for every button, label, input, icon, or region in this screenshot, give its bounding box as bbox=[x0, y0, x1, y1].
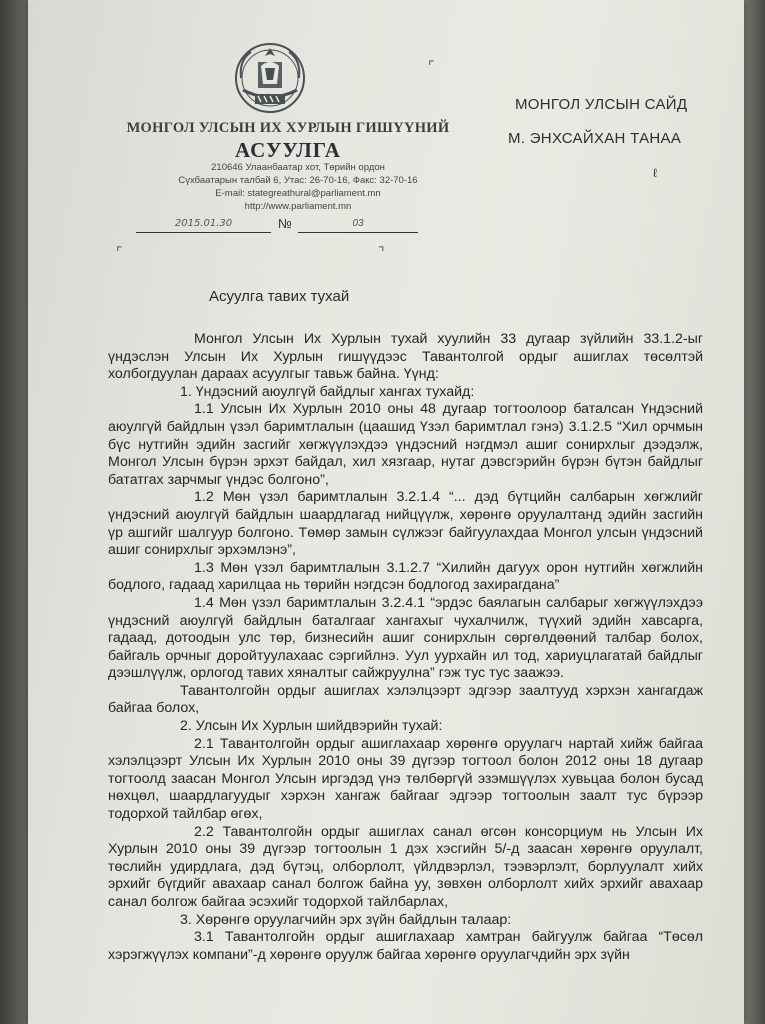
section-heading: 1. Үндэсний аюулгүй байдлыг хангах тухайд: bbox=[180, 383, 475, 400]
document-date: 2015.01.30 bbox=[136, 218, 271, 233]
phone-fax-line: Сүхбаатарын талбай 6, Утас: 26-70-16, Факс: 32-70-16 bbox=[178, 175, 418, 186]
document-page bbox=[28, 0, 744, 1024]
document-number: 03 bbox=[298, 218, 418, 233]
paragraph: 3.1 Тавантолгойн ордыг ашиглахаар хамтран байгуулж байгаа “Төсөл хэрэгжүүлэх компани”-д хөрөнгө оруулж байгаа хөрөнгө оруулагчдийн эрх зүйн bbox=[108, 929, 703, 963]
corner-mark-icon: ⌜ bbox=[116, 244, 123, 260]
paragraph: 1.4 Мөн үзэл баримтлалын 3.2.4.1 “эрдэс баялагын салбарыг хөгжүүлэхдээ үндэсний аюулгүй байдлын баталгааг хангахыг чухалчилж, түүхий эдийн хавсарга, гадаад, дотоодын улс төр, бизнесийн ашиг сонирхлын сөргөлдөөний талбар болох, байгаль орчныг доройтуулахаас сэргийлнэ. Уул уурхайн ил тод, хариуцлагатай байдлыг дээшлүүлж, орлогод тавих хяналтыг сайжруулна” гэж тус тус заажээ. bbox=[108, 594, 703, 682]
paragraph: 2.1 Тавантолгойн ордыг ашиглахаар хөрөнгө оруулагч нартай хийж байгаа хэлэлцээрт Улсын Их Хурлын 2010 оны 39 дүгээр тогтоол болон 2012 оны 18 дугаар тогтоолд заасан Монгол Улсын иргэдэд үнэ төлбөргүй эзэмшүүлэх хувьцаа болон бусад нөхцөл, шаардлагуудыг хэрхэн хангаж байгааг эдгээр тогтоолын заалт тус бүрээр тодорхой тайлбар өгөх, bbox=[108, 735, 703, 823]
pen-mark-icon: ℓ bbox=[653, 166, 657, 180]
section-heading: 3. Хөрөнгө оруулагчийн эрх зүйн байдлын талаар: bbox=[180, 911, 512, 928]
paragraph: Монгол Улсын Их Хурлын тухай хуулийн 33 дугаар зүйлийн 33.1.2-ыг үндэслэн Улсын Их Хурлын гишүүдээс Тавантолгой ордыг ашиглах төсөлтэй холбогдуулан дараах асуулгыг тавьж байна. Үүнд: bbox=[108, 331, 703, 383]
desk-background-right bbox=[743, 0, 765, 1024]
issuer-name: МОНГОЛ УЛСЫН ИХ ХУРЛЫН ГИШҮҮНИЙ bbox=[126, 120, 450, 136]
website-line: http://www.parliament.mn bbox=[244, 201, 352, 212]
paragraph: Тавантолгойн ордыг ашиглах хэлэлцээрт эдгээр заалтууд хэрхэн хангагдаж байгаа болох, bbox=[108, 682, 703, 717]
address-line: 210646 Улаанбаатар хот, Төрийн ордон bbox=[211, 162, 385, 173]
addressee-name: М. ЭНХСАЙХАН ТАНАА bbox=[508, 130, 682, 147]
letter-body bbox=[108, 331, 703, 964]
paragraph: 1.1 Улсын Их Хурлын 2010 оны 48 дугаар тогтоолоор баталсан Үндэсний аюулгүй байдлын үзэл баримтлалын (цаашид Үзэл баримтлал гэнэ) 3.1.2.5 “Хил орчмын бүс нутгийн эдийн засгийг хөгжүүлэхдээ үндэсний нэгдмэл ашиг сонирхлыг дээдэлж, Монгол Улсын бүрэн эрхэт байдал, хил хязгаар, нутаг дэвсгэрийн бүрэн бүтэн байдлыг бататгах зарчмыг үндэс болгоно”, bbox=[108, 401, 703, 488]
paragraph: 2.2 Тавантолгойн ордыг ашиглах санал өгсөн консорциум нь Улсын Их Хурлын 2010 оны 39 дүгээр тогтоолын 1 дэх хэсгийн 5/-д заасан хөрөнгө оруулалт, төслийн удирдлага, дэд бүтэц, олборлолт, үйлдвэрлэл, тээвэрлэлт, борлуулалт хийх эрхийг бүгдийг авахаар санал болгож байна уу, зөвхөн олборлолт хийх эрхийг авахаар санал болгож байгаа эсэхийг тодорхой тайлбарлах, bbox=[108, 823, 703, 910]
paragraph: 1.2 Мөн үзэл баримтлалын 3.2.1.4 “... дэд бүтцийн салбарын хөгжлийг үндэсний аюулгүй байдлын шаардлагад нийцүүлж, хөрөнгө оруулалтанд эдийн засгийн үр ашгийг шалгуур болгоно. Төмөр замын сүлжээг байгуулахдаа Монгол улсын үндэсний ашиг сонирхлыг эрхэмлэнэ”, bbox=[108, 489, 703, 559]
subject-line: Асуулга тавих тухай bbox=[209, 288, 350, 305]
desk-background-left bbox=[0, 0, 30, 1024]
addressee-title: МОНГОЛ УЛСЫН САЙД bbox=[515, 96, 688, 113]
corner-mark-icon: ⌝ bbox=[378, 244, 385, 260]
email-line: E-mail: stategreathural@parliament.mn bbox=[215, 188, 381, 199]
number-label: № bbox=[278, 216, 292, 231]
document-type-title: АСУУЛГА bbox=[235, 138, 341, 162]
corner-mark-icon: ⌜ bbox=[428, 58, 435, 74]
section-heading: 2. Улсын Их Хурлын шийдвэрийн тухай: bbox=[180, 718, 443, 735]
paragraph: 1.3 Мөн үзэл баримтлалын 3.1.2.7 “Хилийн дагуух орон нутгийн хөгжлийн бодлого, гадаад харилцаа нь төрийн нэгдсэн бодлогод захирагдана” bbox=[108, 559, 703, 594]
state-emblem-icon bbox=[231, 40, 309, 116]
